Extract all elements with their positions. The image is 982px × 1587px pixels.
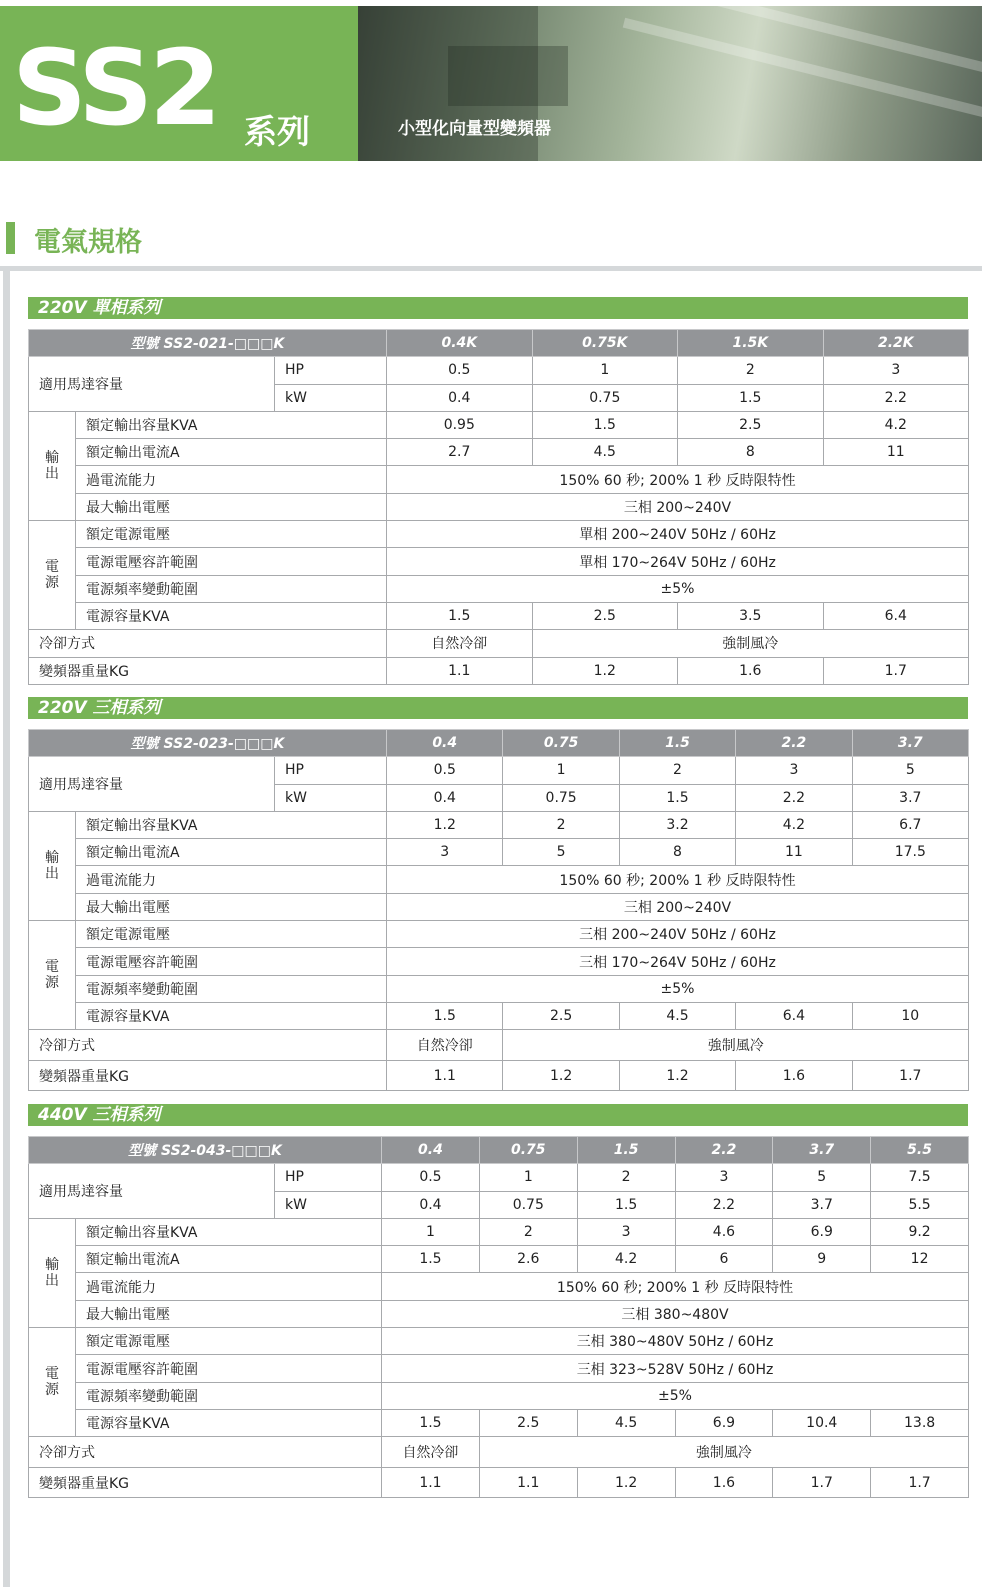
table-cell: 4.5 xyxy=(532,439,678,466)
max-output-voltage-value: 三相 200~240V xyxy=(387,893,969,920)
table-row xyxy=(29,1328,969,1355)
model-column-header: 1.5 xyxy=(577,1137,675,1164)
table-cell: 3 xyxy=(387,839,503,866)
series-band: 220V 三相系列 xyxy=(28,697,968,719)
table-cell: 0.4 xyxy=(382,1191,480,1218)
supply-voltage-range-value: 三相 170~264V 50Hz / 60Hz xyxy=(387,948,969,975)
model-label: 型號 SS2-021-□□□K xyxy=(29,330,387,357)
table-cell: 2 xyxy=(479,1218,577,1245)
table-cell: 6.4 xyxy=(823,602,969,629)
table-cell: 1 xyxy=(479,1164,577,1191)
table-cell: 2.2 xyxy=(675,1191,773,1218)
section-marker xyxy=(6,222,15,254)
table-row xyxy=(29,1467,969,1498)
table-row xyxy=(29,948,969,975)
table-cell: 0.5 xyxy=(387,357,533,384)
table-cell: 2.6 xyxy=(479,1246,577,1273)
table-cell: 0.75 xyxy=(479,1191,577,1218)
model-column-header: 0.75 xyxy=(503,730,619,757)
rated-output-current-label: 額定輸出電流A xyxy=(76,1246,382,1273)
table-row xyxy=(29,893,969,920)
table-cell: 1 xyxy=(503,757,619,784)
table-cell: 3 xyxy=(577,1218,675,1245)
table-row xyxy=(29,521,969,548)
table-cell: 1 xyxy=(382,1218,480,1245)
overcurrent-value: 150% 60 秒; 200% 1 秒 反時限特性 xyxy=(387,466,969,493)
model-column-header: 2.2 xyxy=(675,1137,773,1164)
kw-unit-label: kW xyxy=(275,384,387,411)
power-group-label: 電 源 xyxy=(29,521,76,630)
table-row xyxy=(29,839,969,866)
table-cell: 1.5 xyxy=(387,602,533,629)
table-cell: 2.2 xyxy=(823,384,969,411)
max-output-voltage-value: 三相 200~240V xyxy=(387,493,969,520)
table-cell: 6.9 xyxy=(675,1409,773,1436)
table-row xyxy=(29,1409,969,1436)
table-cell: 8 xyxy=(619,839,735,866)
weight-label: 變頻器重量KG xyxy=(29,1060,387,1091)
max-output-voltage-label: 最大輸出電壓 xyxy=(76,493,387,520)
model-column-header: 3.7 xyxy=(773,1137,871,1164)
table-cell: 1.5 xyxy=(532,411,678,438)
table-row xyxy=(29,757,969,784)
table-row xyxy=(29,1164,969,1191)
table-cell: 2 xyxy=(619,757,735,784)
table-cell: 7.5 xyxy=(871,1164,969,1191)
table-cell: 0.95 xyxy=(387,411,533,438)
table-cell: 3 xyxy=(736,757,852,784)
model-label: 型號 SS2-043-□□□K xyxy=(29,1137,382,1164)
power-group-label: 電 源 xyxy=(29,1328,76,1437)
table-cell: 1.2 xyxy=(577,1467,675,1498)
max-output-voltage-label: 最大輸出電壓 xyxy=(76,893,387,920)
table-cell: 12 xyxy=(871,1246,969,1273)
table-cell: 1.1 xyxy=(387,1060,503,1091)
table-cell: 1.2 xyxy=(387,811,503,838)
motor-capacity-label: 適用馬達容量 xyxy=(29,757,275,812)
table-cell: 13.8 xyxy=(871,1409,969,1436)
table-cell: 10 xyxy=(852,1002,968,1029)
table-cell: 4.6 xyxy=(675,1218,773,1245)
motor-capacity-label: 適用馬達容量 xyxy=(29,1164,275,1219)
table-row xyxy=(29,439,969,466)
spec-table xyxy=(28,729,969,1091)
table-row xyxy=(29,1246,969,1273)
supply-capacity-label: 電源容量KVA xyxy=(76,602,387,629)
cooling-label: 冷卻方式 xyxy=(29,630,387,657)
table-row xyxy=(29,811,969,838)
table-cell: 3.5 xyxy=(678,602,824,629)
max-output-voltage-label: 最大輸出電壓 xyxy=(76,1300,382,1327)
overcurrent-value: 150% 60 秒; 200% 1 秒 反時限特性 xyxy=(382,1273,969,1300)
rated-output-current-label: 額定輸出電流A xyxy=(76,439,387,466)
table-cell: 6.9 xyxy=(773,1218,871,1245)
table-row xyxy=(29,493,969,520)
table-cell: 0.75 xyxy=(532,384,678,411)
table-cell: 1.1 xyxy=(387,657,533,684)
table-cell: 1.7 xyxy=(823,657,969,684)
supply-freq-range-label: 電源頻率變動範圍 xyxy=(76,575,387,602)
section-title: 電氣規格 xyxy=(34,227,142,258)
weight-label: 變頻器重量KG xyxy=(29,657,387,684)
table-row xyxy=(29,1300,969,1327)
cooling-natural-value: 自然冷卻 xyxy=(387,1030,503,1061)
table-cell: 5 xyxy=(773,1164,871,1191)
table-cell: 4.5 xyxy=(619,1002,735,1029)
table-cell: 0.5 xyxy=(387,757,503,784)
table-cell: 2 xyxy=(503,811,619,838)
table-cell: 11 xyxy=(823,439,969,466)
table-cell: 3.7 xyxy=(773,1191,871,1218)
spec-table xyxy=(28,329,969,685)
table-cell: 1.5 xyxy=(619,784,735,811)
table-cell: 1.1 xyxy=(382,1467,480,1498)
table-cell: 1.5 xyxy=(382,1246,480,1273)
table-row xyxy=(29,548,969,575)
model-column-header: 0.4K xyxy=(387,330,533,357)
rated-supply-voltage-value: 單相 200~240V 50Hz / 60Hz xyxy=(387,521,969,548)
table-cell: 4.2 xyxy=(823,411,969,438)
output-group-label: 輸 出 xyxy=(29,411,76,520)
cooling-label: 冷卻方式 xyxy=(29,1030,387,1061)
table-cell: 4.2 xyxy=(736,811,852,838)
hp-unit-label: HP xyxy=(275,1164,382,1191)
table-row xyxy=(29,657,969,684)
series-label: 系列 xyxy=(244,112,310,151)
supply-freq-range-value: ±5% xyxy=(387,975,969,1002)
page-header xyxy=(0,6,982,161)
table-cell: 6.7 xyxy=(852,811,968,838)
supply-voltage-range-value: 三相 323~528V 50Hz / 60Hz xyxy=(382,1355,969,1382)
cooling-natural-value: 自然冷卻 xyxy=(387,630,533,657)
model-column-header: 5.5 xyxy=(871,1137,969,1164)
table-cell: 3 xyxy=(823,357,969,384)
hp-unit-label: HP xyxy=(275,757,387,784)
table-cell: 8 xyxy=(678,439,824,466)
table-cell: 5 xyxy=(503,839,619,866)
rated-supply-voltage-value: 三相 200~240V 50Hz / 60Hz xyxy=(387,921,969,948)
table-cell: 1.2 xyxy=(503,1060,619,1091)
model-column-header: 2.2K xyxy=(823,330,969,357)
table-cell: 1.7 xyxy=(773,1467,871,1498)
series-band: 440V 三相系列 xyxy=(28,1104,968,1126)
overcurrent-label: 過電流能力 xyxy=(76,1273,382,1300)
table-cell: 9.2 xyxy=(871,1218,969,1245)
header-green-panel xyxy=(0,6,358,161)
supply-capacity-label: 電源容量KVA xyxy=(76,1409,382,1436)
model-column-header: 1.5 xyxy=(619,730,735,757)
rated-supply-voltage-label: 額定電源電壓 xyxy=(76,521,387,548)
overcurrent-label: 過電流能力 xyxy=(76,466,387,493)
supply-voltage-range-label: 電源電壓容許範圍 xyxy=(76,548,387,575)
kw-unit-label: kW xyxy=(275,1191,382,1218)
table-cell: 0.4 xyxy=(387,384,533,411)
table-row xyxy=(29,1437,969,1468)
table-row xyxy=(29,866,969,893)
table-cell: 2.5 xyxy=(532,602,678,629)
table-cell: 1.1 xyxy=(479,1467,577,1498)
supply-freq-range-value: ±5% xyxy=(382,1382,969,1409)
model-label: 型號 SS2-023-□□□K xyxy=(29,730,387,757)
table-cell: 1.5 xyxy=(577,1191,675,1218)
rated-supply-voltage-value: 三相 380~480V 50Hz / 60Hz xyxy=(382,1328,969,1355)
table-cell: 2 xyxy=(678,357,824,384)
supply-freq-range-label: 電源頻率變動範圍 xyxy=(76,1382,382,1409)
rated-supply-voltage-label: 額定電源電壓 xyxy=(76,1328,382,1355)
table-cell: 4.5 xyxy=(577,1409,675,1436)
table-cell: 1.5 xyxy=(382,1409,480,1436)
output-group-label: 輸 出 xyxy=(29,811,76,920)
table-row xyxy=(29,630,969,657)
table-cell: 10.4 xyxy=(773,1409,871,1436)
supply-voltage-range-value: 單相 170~264V 50Hz / 60Hz xyxy=(387,548,969,575)
section-divider xyxy=(0,266,982,271)
table-cell: 1.5 xyxy=(678,384,824,411)
model-column-header: 0.4 xyxy=(382,1137,480,1164)
table-cell: 4.2 xyxy=(577,1246,675,1273)
table-row xyxy=(29,575,969,602)
table-cell: 3.7 xyxy=(852,784,968,811)
cooling-forced-value: 強制風冷 xyxy=(479,1437,968,1468)
table-cell: 11 xyxy=(736,839,852,866)
table-cell: 0.75 xyxy=(503,784,619,811)
table-cell: 0.5 xyxy=(382,1164,480,1191)
rated-output-kva-label: 額定輸出容量KVA xyxy=(76,811,387,838)
table-row xyxy=(29,602,969,629)
table-cell: 0.4 xyxy=(387,784,503,811)
table-header-row xyxy=(29,1137,969,1164)
max-output-voltage-value: 三相 380~480V xyxy=(382,1300,969,1327)
table-cell: 3.2 xyxy=(619,811,735,838)
table-row xyxy=(29,411,969,438)
table-row xyxy=(29,975,969,1002)
table-row xyxy=(29,1218,969,1245)
output-group-label: 輸 出 xyxy=(29,1218,76,1327)
table-cell: 17.5 xyxy=(852,839,968,866)
weight-label: 變頻器重量KG xyxy=(29,1467,382,1498)
model-column-header: 2.2 xyxy=(736,730,852,757)
table-cell: 1.7 xyxy=(871,1467,969,1498)
section-heading xyxy=(0,218,982,274)
table-cell: 1.6 xyxy=(675,1467,773,1498)
kw-unit-label: kW xyxy=(275,784,387,811)
rated-supply-voltage-label: 額定電源電壓 xyxy=(76,921,387,948)
cooling-forced-value: 強制風冷 xyxy=(532,630,969,657)
table-cell: 6.4 xyxy=(736,1002,852,1029)
product-logo: SS2 xyxy=(12,27,218,149)
supply-capacity-label: 電源容量KVA xyxy=(76,1002,387,1029)
table-cell: 1.6 xyxy=(678,657,824,684)
model-column-header: 3.7 xyxy=(852,730,968,757)
cooling-natural-value: 自然冷卻 xyxy=(382,1437,480,1468)
supply-freq-range-label: 電源頻率變動範圍 xyxy=(76,975,387,1002)
overcurrent-label: 過電流能力 xyxy=(76,866,387,893)
cooling-forced-value: 強制風冷 xyxy=(503,1030,969,1061)
overcurrent-value: 150% 60 秒; 200% 1 秒 反時限特性 xyxy=(387,866,969,893)
table-cell: 5.5 xyxy=(871,1191,969,1218)
table-row xyxy=(29,357,969,384)
table-cell: 5 xyxy=(852,757,968,784)
supply-voltage-range-label: 電源電壓容許範圍 xyxy=(76,948,387,975)
table-row xyxy=(29,1030,969,1061)
model-column-header: 1.5K xyxy=(678,330,824,357)
header-subtitle: 小型化向量型變頻器 xyxy=(398,119,551,139)
rated-output-kva-label: 額定輸出容量KVA xyxy=(76,1218,382,1245)
table-row xyxy=(29,921,969,948)
page-frame-line xyxy=(3,271,10,1587)
table-cell: 1.6 xyxy=(736,1060,852,1091)
table-cell: 3 xyxy=(675,1164,773,1191)
motor-capacity-label: 適用馬達容量 xyxy=(29,357,275,412)
table-cell: 2.5 xyxy=(479,1409,577,1436)
table-cell: 2.2 xyxy=(736,784,852,811)
table-row xyxy=(29,1355,969,1382)
spec-table xyxy=(28,1136,969,1498)
model-column-header: 0.75K xyxy=(532,330,678,357)
table-cell: 2.7 xyxy=(387,439,533,466)
table-cell: 1 xyxy=(532,357,678,384)
table-header-row xyxy=(29,330,969,357)
table-row xyxy=(29,1273,969,1300)
table-cell: 1.2 xyxy=(532,657,678,684)
table-cell: 6 xyxy=(675,1246,773,1273)
table-cell: 2 xyxy=(577,1164,675,1191)
table-cell: 2.5 xyxy=(678,411,824,438)
series-band: 220V 單相系列 xyxy=(28,297,968,319)
table-row xyxy=(29,1060,969,1091)
hp-unit-label: HP xyxy=(275,357,387,384)
table-cell: 2.5 xyxy=(503,1002,619,1029)
table-row xyxy=(29,1382,969,1409)
rated-output-current-label: 額定輸出電流A xyxy=(76,839,387,866)
supply-freq-range-value: ±5% xyxy=(387,575,969,602)
rated-output-kva-label: 額定輸出容量KVA xyxy=(76,411,387,438)
header-photo xyxy=(358,6,982,161)
table-cell: 1.2 xyxy=(619,1060,735,1091)
supply-voltage-range-label: 電源電壓容許範圍 xyxy=(76,1355,382,1382)
power-group-label: 電 源 xyxy=(29,921,76,1030)
table-cell: 1.7 xyxy=(852,1060,968,1091)
model-column-header: 0.4 xyxy=(387,730,503,757)
model-column-header: 0.75 xyxy=(479,1137,577,1164)
table-cell: 1.5 xyxy=(387,1002,503,1029)
table-cell: 9 xyxy=(773,1246,871,1273)
table-row xyxy=(29,466,969,493)
table-row xyxy=(29,1002,969,1029)
cooling-label: 冷卻方式 xyxy=(29,1437,382,1468)
table-header-row xyxy=(29,730,969,757)
